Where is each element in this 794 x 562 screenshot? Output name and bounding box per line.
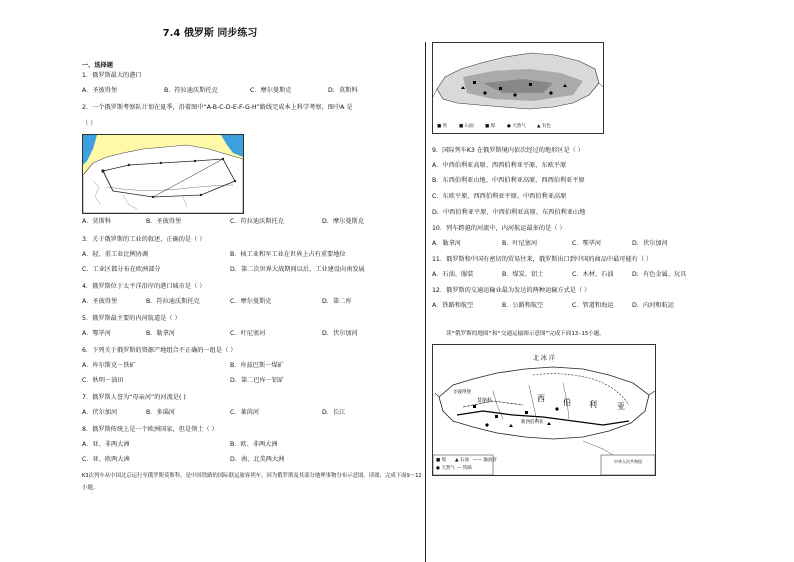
option: B．库兹巴斯－煤矿 bbox=[230, 362, 284, 369]
option: D．伏尔加河 bbox=[632, 240, 668, 247]
q12-stem: 12．俄罗斯的交通运输业最为发达的两种运输方式是（ ） bbox=[432, 287, 591, 294]
option: C．摩尔曼斯克 bbox=[250, 87, 292, 94]
option: C．工业区都分布在欧洲部分 bbox=[82, 266, 161, 273]
option: C．叶尼塞河 bbox=[230, 330, 266, 337]
option: B．符拉迪沃斯托克 bbox=[146, 298, 200, 305]
q9-option-b: B．东西伯利亚山地、中西伯利亚高原、西西伯利亚平原 bbox=[432, 177, 585, 184]
option: C．亚、欧两大洲 bbox=[82, 456, 130, 463]
q7-stem: 7．俄罗斯人誉为“母亲河”的河流是( ) bbox=[82, 394, 186, 401]
q2-stem: 2．一个俄罗斯考察队计划在夏季，沿着图中“A-B-C-D-E-F-G-H”路线完成本上科学考察，图中A 是 bbox=[82, 104, 353, 111]
label-arctic-ocean: 北 冰 洋 bbox=[533, 355, 555, 362]
label-region-1: 西 bbox=[537, 394, 545, 403]
option: D．第二巴库－铝矿 bbox=[230, 377, 285, 384]
option: D．内河和航运 bbox=[632, 302, 674, 309]
option: A．圣彼得堡 bbox=[82, 298, 118, 305]
label-region-4: 亚 bbox=[617, 402, 625, 411]
option: C．木材、石油 bbox=[572, 271, 614, 278]
transport-legend-3: ● 天然气 bbox=[436, 466, 455, 471]
option: A．亚、非两大洲 bbox=[82, 441, 130, 448]
section-heading: 一、选择题 bbox=[82, 62, 113, 69]
option: C．管道和海运 bbox=[572, 302, 614, 309]
resource-legend-1: ■ 铁 bbox=[437, 124, 448, 129]
transport-legend-4: — 铁路 bbox=[457, 466, 472, 471]
q9-stem: 9．国际列车K3 在俄罗斯境内依次经过的地形区是（ ） bbox=[432, 147, 584, 154]
transport-legend-5: —— 输油管 bbox=[473, 458, 497, 463]
option: D．摩尔曼斯克 bbox=[322, 218, 364, 225]
option: C．秋明－油田 bbox=[82, 377, 124, 384]
option: A．轻、重工业比例协调 bbox=[82, 251, 149, 258]
option: D．长江 bbox=[322, 409, 346, 416]
k3-train-note: K3次列车从中国北京运行至俄罗斯莫斯科，是中国铁路的国际联运旅客列车。因为俄罗斯及其部分地理事物分布示意图。读图，完成下面9～12小题。 bbox=[82, 473, 422, 491]
option: B．公路和航空 bbox=[502, 302, 544, 309]
option: B．符拉迪沃斯托克 bbox=[164, 87, 218, 94]
page-title: 7.4 俄罗斯 同步练习 bbox=[162, 28, 258, 39]
resource-legend-3: ■ 煤 bbox=[485, 124, 496, 129]
q1-stem: 1．俄罗斯最大的港口 bbox=[82, 72, 142, 79]
option: D．伏尔加河 bbox=[322, 330, 358, 337]
q3-stem: 3．关于俄罗斯的工业的叙述，正确的是（ ） bbox=[82, 236, 206, 243]
resource-legend-2: ■ 石油 bbox=[459, 124, 474, 129]
russia-resource-map bbox=[432, 42, 604, 134]
option: A．库尔斯克－铁矿 bbox=[82, 362, 136, 369]
label-region-3: 利 bbox=[589, 400, 597, 409]
option: D．南、北美两大洲 bbox=[230, 456, 285, 463]
option: C．莱茵河 bbox=[230, 409, 260, 416]
option: C．摩尔曼斯克 bbox=[230, 298, 272, 305]
map-instruction: 读“俄罗斯的地图”和“交通运输图示意图”完成下面13-15小题。 bbox=[446, 331, 605, 337]
option: B．核工业和军工业在世界上占有重要地位 bbox=[230, 251, 346, 258]
q9-option-d: D．中西伯利亚平原、中西伯利亚高原、东西伯利亚山地 bbox=[432, 209, 586, 216]
option: A．石油、服装 bbox=[432, 271, 474, 278]
option: A．鄂毕河 bbox=[82, 330, 111, 337]
option: A．勒拿河 bbox=[432, 240, 461, 247]
option: B．叶尼塞河 bbox=[502, 240, 538, 247]
option: B．煤炭、铝土 bbox=[502, 271, 544, 278]
label-region-2: 伯 bbox=[563, 398, 571, 407]
q5-stem: 5．俄罗斯最主要的内河航道是（ ） bbox=[82, 315, 181, 322]
option: A．莫斯科 bbox=[82, 218, 111, 225]
option: D．第二次世界大战期间以后，工业建设向南发展 bbox=[230, 266, 365, 273]
option: A．伏尔加河 bbox=[82, 409, 118, 416]
resource-legend-5: ▲ 有色 bbox=[537, 124, 551, 129]
option: D．有色金属、玩具 bbox=[632, 271, 687, 278]
option: B．多瑙河 bbox=[146, 409, 175, 416]
label-st-petersburg: 圣彼得堡 bbox=[453, 390, 471, 395]
transport-legend-2: ▲ 石油 bbox=[455, 458, 469, 463]
q10-stem: 10．列车跨越的河流中，内河航运最多的是（ ） bbox=[432, 225, 566, 232]
label-novosibirsk: 新西伯利亚 bbox=[521, 420, 544, 425]
label-moscow: 莫斯科 bbox=[477, 398, 493, 404]
option: C．鄂毕河 bbox=[572, 240, 602, 247]
q4-stem: 4．俄罗斯位于太平洋沿岸的港口城市是（ ） bbox=[82, 283, 206, 290]
column-divider bbox=[425, 42, 426, 562]
option: B．圣彼得堡 bbox=[146, 218, 182, 225]
resource-legend-4: ● 天然气 bbox=[507, 124, 526, 129]
option: A．圣彼得堡 bbox=[82, 87, 118, 94]
option: D．第二库 bbox=[322, 298, 352, 305]
option: A．铁路和航空 bbox=[432, 302, 474, 309]
q9-option-a: A．中西伯利亚高原、西西伯利亚平原、东欧平原 bbox=[432, 162, 567, 169]
option: B．欧、非两大洲 bbox=[230, 441, 278, 448]
q6-stem: 6．下列关于俄罗斯的资源产地组合不正确的一组是（ ） bbox=[82, 347, 237, 354]
russia-route-map bbox=[82, 134, 244, 214]
resource-map-svg bbox=[433, 43, 603, 133]
q11-stem: 11．俄罗斯和中国有密切的贸易往来，俄罗斯出口到中国的商品中最可能有（ ） bbox=[432, 256, 653, 263]
q2-stem-bracket: （ ） bbox=[82, 120, 97, 127]
option: D．莫斯科 bbox=[328, 87, 358, 94]
option: B．勒拿河 bbox=[146, 330, 175, 337]
route-map-svg bbox=[83, 135, 243, 213]
q8-stem: 8．俄罗斯传统上是一个欧洲国家，但是领土（ ） bbox=[82, 426, 218, 433]
label-china: 中华人民共和国 bbox=[614, 459, 642, 464]
russia-transport-map bbox=[432, 344, 656, 476]
option: C．符拉迪沃斯托克 bbox=[230, 218, 284, 225]
transport-legend-1: ■ 煤 bbox=[436, 458, 447, 463]
q9-option-c: C．东欧平原、西西伯利亚平原、中西伯利亚高原 bbox=[432, 193, 567, 200]
